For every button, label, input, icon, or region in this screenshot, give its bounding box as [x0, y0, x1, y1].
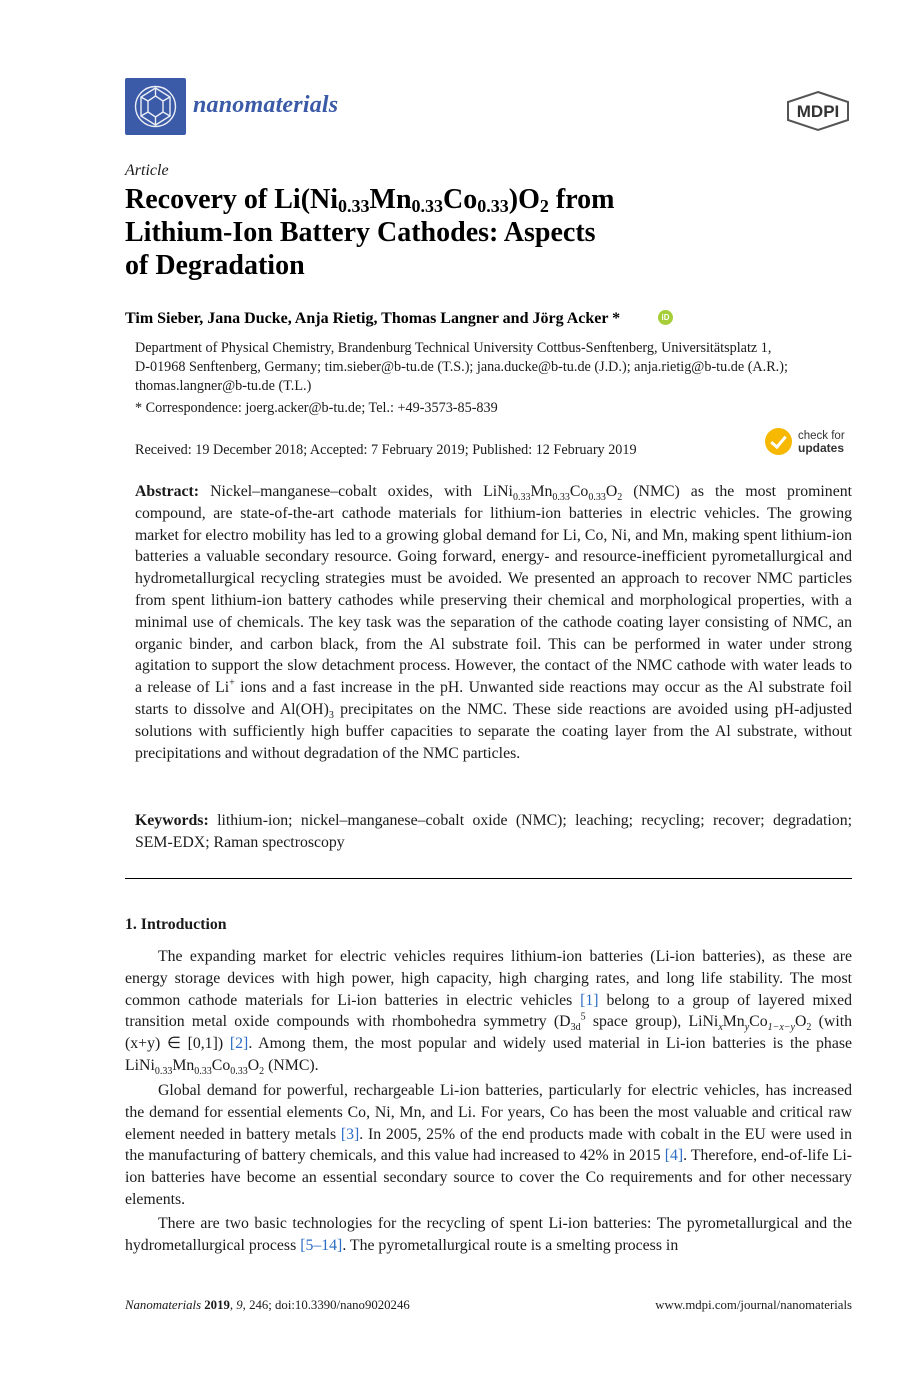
keywords: Keywords: lithium-ion; nickel–manganese–cobalt oxide (NMC); leaching; recycling; recover; degradation; SEM-EDX; Raman spectroscopy: [135, 812, 852, 851]
affiliation: Department of Physical Chemistry, Brandenburg Technical University Cottbus-Senftenberg, Universitätsplatz 1, D-01968 Senftenberg, Germany; tim.sieber@b-tu.de (T.S.); jana.ducke@b-tu.de (J.D.); anja.rietig@b-tu.de (A.R.); thomas.langner@b-tu.de (T.L.): [135, 340, 788, 394]
paragraph: The expanding market for electric vehicles requires lithium-ion batteries (Li-ion batteries), as these are energy storage devices with high power, high capacity, high charging rates, and long life stability. The most common cathode materials for Li-ion batteries in electric vehicles [1] belong to a group of layered mixed transition metal oxide compounds with rhombohedra symmetry ($D_{3d}^5$ space group), $LiNi_xMn_yCo_{1-x-y}O_2$ (with (x+y) ∈ [0,1]) [2]. Among them, the most popular and widely used material in Li-ion batteries is the phase $LiNi_{0.33}Mn_{0.33}Co_{0.33}O_2$ (NMC).: [125, 948, 852, 1078]
mdpi-logo-icon[interactable]: [785, 90, 851, 132]
citation-link[interactable]: [3]: [340, 1125, 360, 1143]
abstract: Abstract: Nickel–manganese–cobalt oxides, with $LiNi_{0.33}Mn_{0.33}Co_{0.33}O_2$ (NMC) as the most prominent compound, are state-of-the-art cathode materials for lithium-ion batteries in electric vehicles. The growing market for electro mobility has led to a growing global demand for Li, Co, Ni, and Mn, making spent lithium-ion batteries a valuable secondary resource. Going forward, energy- and resource-inefficient pyrometallurgical and hydrometallurgical recycling strategies must be avoided. We presented an approach to recover NMC particles from spent lithium-ion battery cathodes while preserving their chemical and morphological properties, with a minimal use of chemicals. The key task was the separation of the cathode coating layer consisting of NMC, an organic binder, and carbon black, from the Al substrate foil. This can be performed in water under strong agitation to support the slow detachment process. However, the contact of the NMC cathode with water leads to a release of Li+ ions and a fast increase in the pH. Unwanted side reactions may occur as the Al substrate foil starts to dissolve and $Al(OH)_3$ precipitates on the NMC. These side reactions are avoided using pH-adjusted solutions with sufficiently high buffer capacities to separate the coating layer from the Al substrate, without precipitations and without degradation of the NMC particles.: [135, 483, 852, 762]
divider: [125, 878, 852, 879]
footer-citation: Nanomaterials 2019, 9, 246; doi:10.3390/nano9020246: [125, 1298, 410, 1312]
correspondence: * Correspondence: joerg.acker@b-tu.de; Tel.: +49-3573-85-839: [135, 400, 498, 416]
author-list: Tim Sieber, Jana Ducke, Anja Rietig, Thomas Langner and Jörg Acker *: [125, 310, 621, 327]
checkmark-icon: [765, 428, 792, 455]
paper-title: Recovery of $Li(Ni_{0.33}Mn_{0.33}Co_{0.33})O_2$ from Lithium-Ion Battery Cathodes: Aspects of Degradation: [125, 184, 615, 281]
keywords-label: Keywords:: [135, 812, 209, 829]
article-type: Article: [125, 162, 169, 179]
publication-dates: Received: 19 December 2018; Accepted: 7 February 2019; Published: 12 February 2019: [135, 442, 637, 458]
paragraph: Global demand for powerful, rechargeable Li-ion batteries, particularly for electric vehicles, has increased the demand for essential elements Co, Ni, Mn, and Li. For years, Co has been the most valuable and critical raw element needed in battery metals [3]. In 2005, 25% of the end products made with cobalt in the EU were used in the manufacturing of battery chemicals, and this value had increased to 42% in 2015 [4]. Therefore, end-of-life Li-ion batteries have become an essential secondary source to cover the Co requirements and for other necessary elements.: [125, 1082, 852, 1208]
journal-name[interactable]: nanomaterials: [193, 92, 339, 118]
section-heading: 1. Introduction: [125, 916, 227, 933]
abstract-label: Abstract:: [135, 483, 200, 500]
publisher-name: MDPI: [796, 102, 840, 121]
citation-link[interactable]: [2]: [229, 1035, 249, 1053]
citation-link[interactable]: [5–14]: [300, 1236, 343, 1254]
check-for-updates-button[interactable]: [765, 428, 855, 458]
footer-journal-url[interactable]: www.mdpi.com/journal/nanomaterials: [655, 1298, 852, 1312]
citation-link[interactable]: [4]: [664, 1147, 684, 1165]
check-updates-label: check for updates: [798, 430, 845, 455]
paragraph: There are two basic technologies for the recycling of spent Li-ion batteries: The pyrometallurgical and the hydrometallurgical process [5–14]. The pyrometallurgical route is a smelting process in: [125, 1215, 852, 1254]
citation-link[interactable]: [1]: [580, 991, 599, 1009]
orcid-icon[interactable]: iD: [658, 310, 673, 325]
journal-logo-icon: [125, 78, 186, 135]
